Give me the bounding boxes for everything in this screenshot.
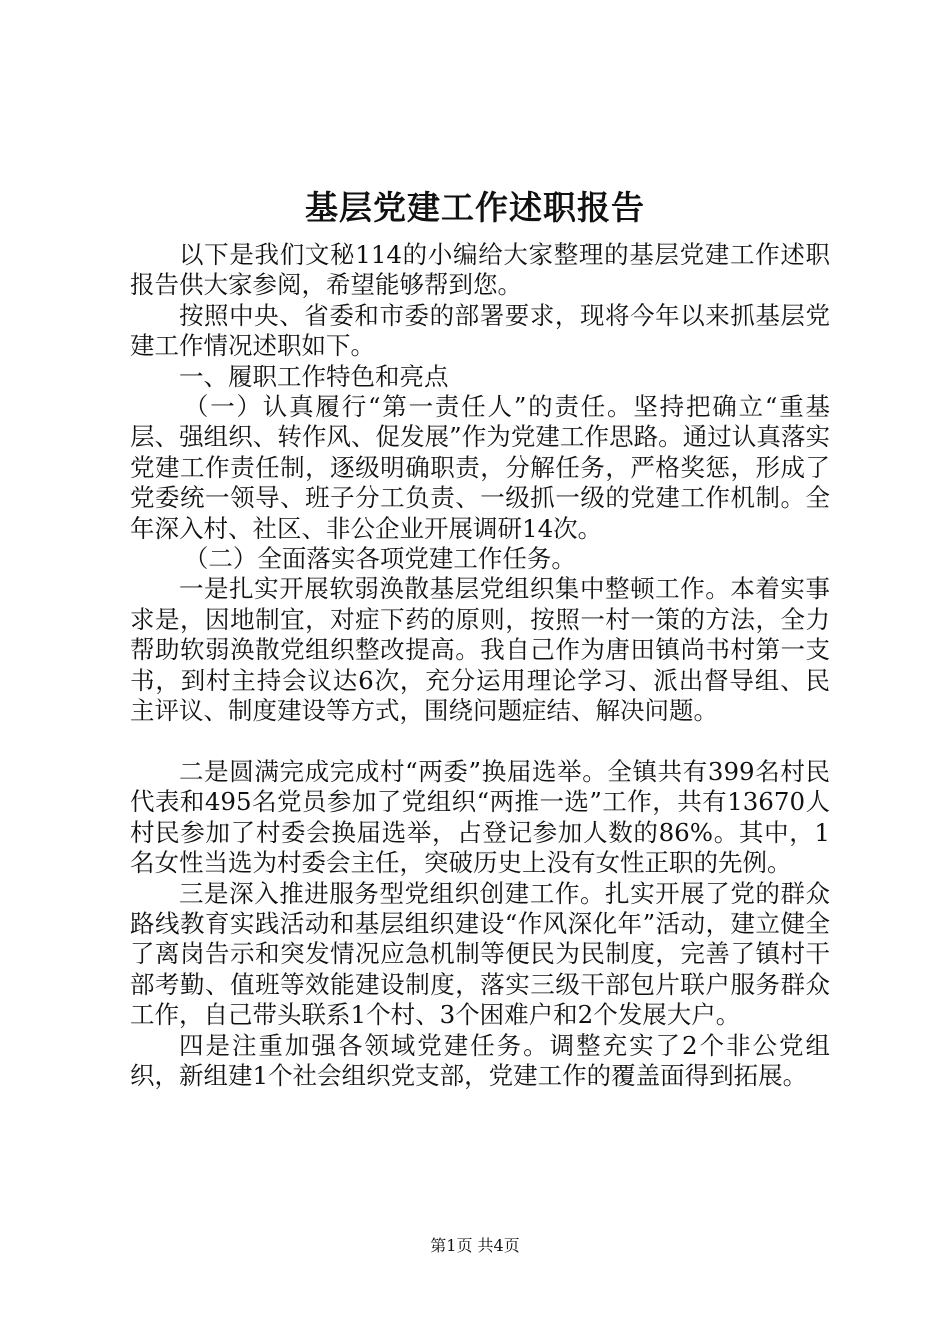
blank-line	[130, 727, 830, 757]
tasks-heading: （二）全面落实各项党建工作任务。	[183, 544, 576, 574]
document-body	[130, 240, 830, 1091]
preface-paragraph: 按照中央、省委和市委的部署要求，现将今年以来抓基层党建工作情况述职如下。	[130, 300, 830, 361]
intro-paragraph: 以下是我们文秘114的小编给大家整理的基层党建工作述职报告供大家参阅，希望能够帮到您。	[130, 240, 830, 300]
page-footer: 第1页 共4页	[430, 1236, 520, 1255]
section-heading: 一、履职工作特色和亮点	[179, 361, 449, 391]
responsibility-paragraph: （一）认真履行“第一责任人”的责任。坚持把确立“重基层、强组织、转作风、促发展”作为党建工作思路。通过认真落实党建工作责任制，逐级明确职责，分解任务，严格奖惩，形成了党委统一领导、班子分工负责、一级抓一级的党建工作机制。全年深入村、社区、非公企业开展调研14次。	[130, 392, 830, 543]
service-paragraph: 三是深入推进服务型党组织创建工作。扎实开展了党的群众路线教育实践活动和基层组织建设“作风深化年”活动，建立健全了离岗告示和突发情况应急机制等便民为民制度，完善了镇村干部考勤、值班等效能建设制度，落实三级干部包片联户服务群众工作，自己带头联系1个村、3个困难户和2个发展大户。	[130, 878, 830, 1030]
election-paragraph: 二是圆满完成完成村“两委”换届选举。全镇共有399名村民代表和495名党员参加了党组织“两推一选”工作，共有13670人村民参加了村委会换届选举，占登记参加人数的86%。其中，1名女性当选为村委会主任，突破历史上没有女性正职的先例。	[130, 756, 830, 878]
coverage-paragraph: 四是注重加强各领域党建任务。调整充实了2个非公党组织，新组建1个社会组织党支部，党建工作的覆盖面得到拓展。	[130, 1030, 830, 1090]
document-title: 基层党建工作述职报告	[305, 188, 645, 227]
rectification-paragraph: 一是扎实开展软弱涣散基层党组织集中整顿工作。本着实事求是，因地制宜，对症下药的原则，按照一村一策的方法，全力帮助软弱涣散党组织整改提高。我自己作为唐田镇尚书村第一支书，到村主持会议达6次，充分运用理论学习、派出督导组、民主评议、制度建设等方式，围绕问题症结、解决问题。	[130, 574, 830, 726]
